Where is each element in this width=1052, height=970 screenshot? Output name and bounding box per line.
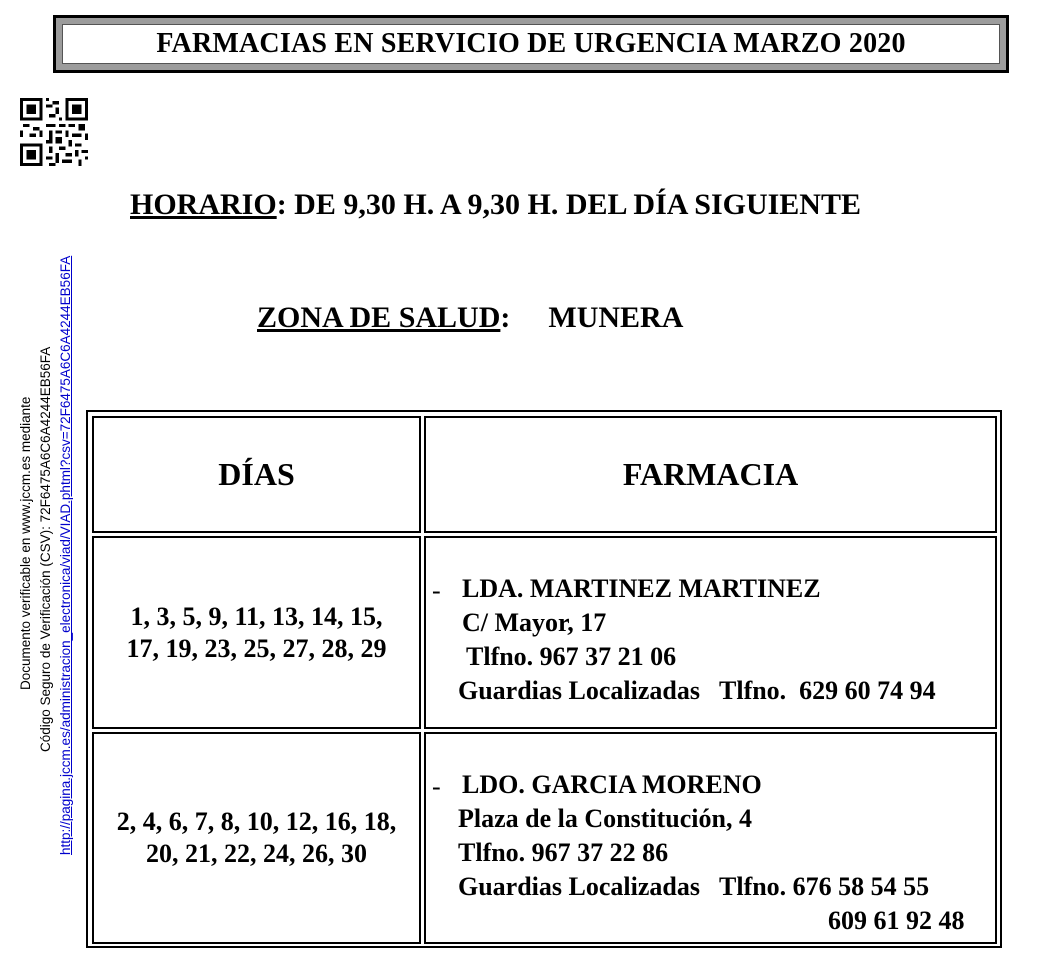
schedule-label: HORARIO — [130, 188, 277, 221]
header-pharmacy: FARMACIA — [424, 416, 997, 533]
pharmacy-table — [86, 410, 1002, 948]
days-line-1: 1, 3, 5, 9, 11, 13, 14, 15, — [130, 601, 383, 631]
schedule-text: : DE 9,30 H. A 9,30 H. DEL DÍA SIGUIENTE — [276, 188, 861, 221]
header-days: DÍAS — [92, 416, 421, 533]
table-row-days — [92, 732, 421, 944]
health-zone-colon: : — [500, 301, 511, 334]
verification-note: Documento verificable en www.jccm.es mediante — [18, 396, 33, 690]
page-title: FARMACIAS EN SERVICIO DE URGENCIA MARZO 2020 — [62, 24, 1000, 64]
pharmacy-address: C/ Mayor, 17 — [462, 608, 607, 637]
schedule-line — [130, 188, 861, 222]
qr-code-icon — [20, 98, 88, 166]
health-zone-line — [257, 301, 683, 335]
health-zone-label: ZONA DE SALUD — [257, 301, 501, 334]
pharmacy-phone: Tlfno. 967 37 22 86 — [458, 838, 669, 867]
days-line-2: 17, 19, 23, 25, 27, 28, 29 — [126, 633, 387, 663]
table-row-pharmacy — [424, 536, 997, 729]
health-zone-value: MUNERA — [548, 301, 684, 334]
list-dash: - — [432, 772, 441, 801]
days-line-2: 20, 21, 22, 24, 26, 30 — [146, 839, 367, 868]
verification-link[interactable]: http://pagina.jccm.es/administracion_electronica/viad/VIAD.phtml?csv=72F6475A6C6A4244EB56FA — [58, 255, 73, 855]
table-row-pharmacy — [424, 732, 997, 944]
pharmacy-guard-phone: Guardias Localizadas Tlfno. 629 60 74 94 — [458, 676, 936, 705]
title-box — [53, 15, 1009, 73]
list-dash: - — [432, 576, 441, 605]
pharmacy-guard-phone-extra: 609 61 92 48 — [828, 906, 965, 935]
pharmacy-address: Plaza de la Constitución, 4 — [458, 804, 752, 833]
csv-code: Código Seguro de Verificación (CSV): 72F6475A6C6A4244EB56FA — [38, 346, 53, 752]
pharmacy-name: LDA. MARTINEZ MARTINEZ — [462, 574, 821, 603]
pharmacy-guard-phone: Guardias Localizadas Tlfno. 676 58 54 55 — [458, 872, 930, 901]
table-row-days — [92, 536, 421, 729]
days-line-1: 2, 4, 6, 7, 8, 10, 12, 16, 18, — [116, 807, 397, 836]
pharmacy-name: LDO. GARCIA MORENO — [462, 770, 762, 799]
pharmacy-phone: Tlfno. 967 37 21 06 — [466, 642, 677, 671]
